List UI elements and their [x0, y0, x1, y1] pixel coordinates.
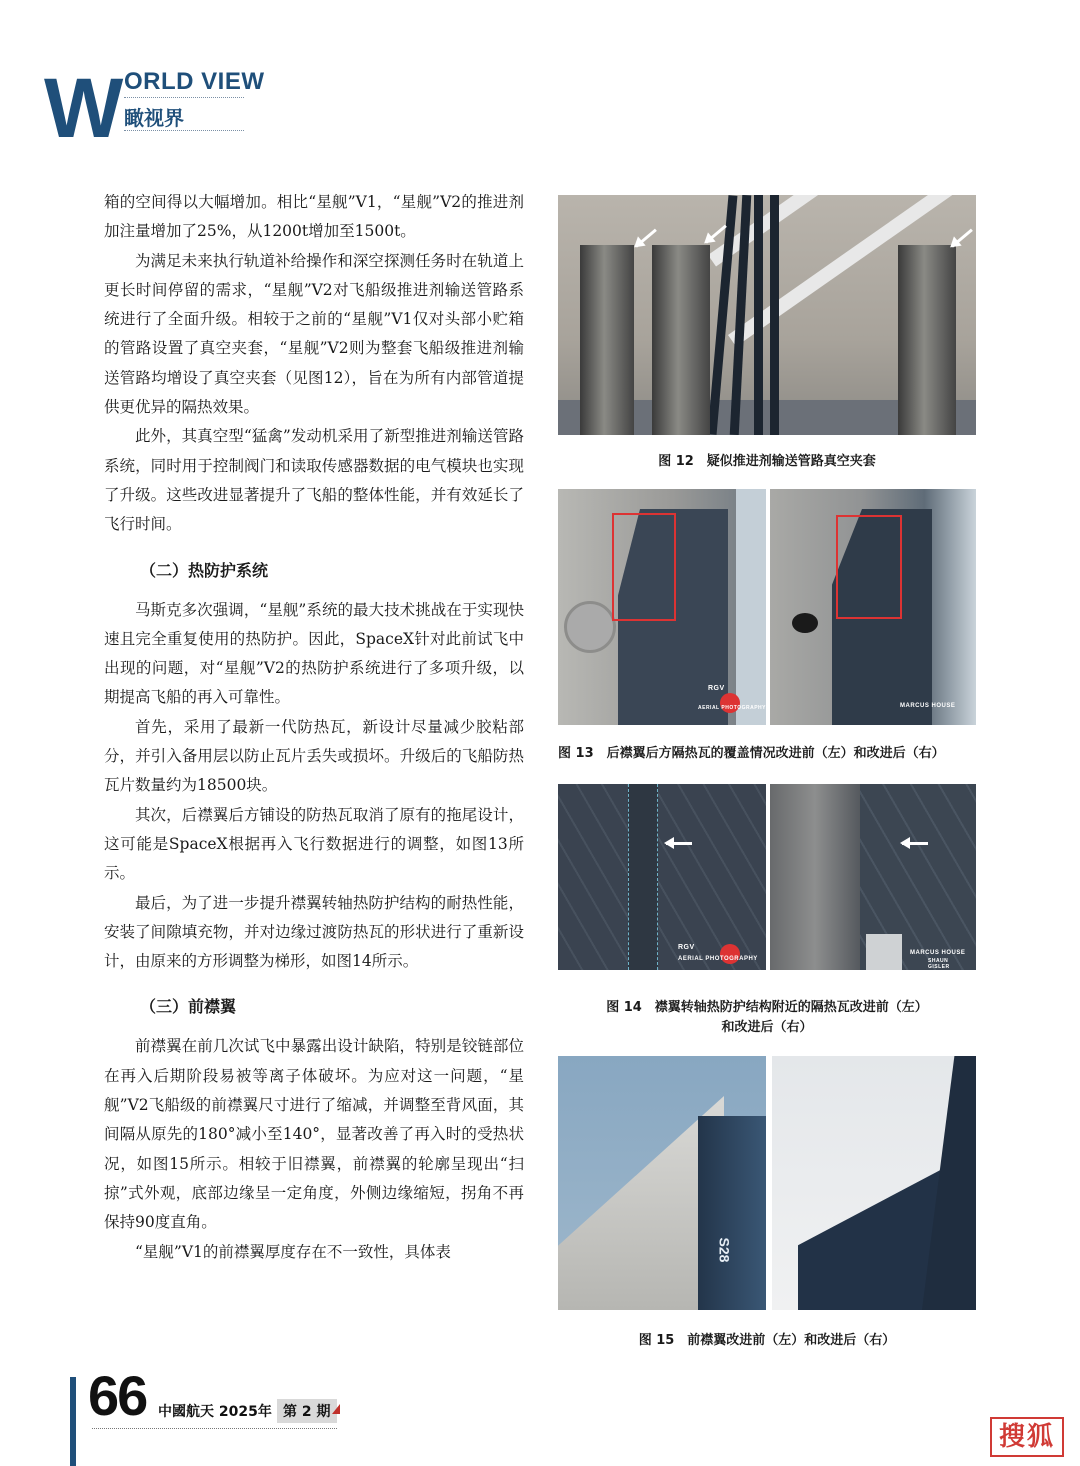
- pointer-arrow-icon: [951, 229, 973, 248]
- issue-badge: 第 2 期: [277, 1399, 337, 1423]
- footer-triangle-icon: [332, 1404, 340, 1414]
- watermark-marcus-house: MARCUS HOUSE: [910, 950, 966, 956]
- paragraph: 箱的空间得以大幅增加。相比“星舰”V1，“星舰”V2的推进剂加注量增加了25%，从1200t增加至1500t。: [104, 193, 524, 241]
- engine-bay-hole: [792, 613, 818, 633]
- figure-12-caption: 图 12 疑似推进剂输送管路真空夹套: [658, 454, 876, 469]
- sky: [736, 489, 766, 725]
- footer-divider: [92, 1428, 337, 1429]
- white-tile-patch: [866, 934, 902, 970]
- vacuum-jacket-pipe: [652, 245, 710, 435]
- figure-15-caption: 图 15 前襟翼改进前（左）和改进后（右）: [638, 1333, 896, 1348]
- watermark-shaun: SHAUN: [928, 958, 949, 964]
- figure-14-photo-right: [770, 784, 976, 970]
- section-heading: （二）热防护系统: [140, 560, 269, 580]
- header-divider: [124, 97, 244, 98]
- figure-14-caption-line1: 图 14 襟翼转轴热防护结构附近的隔热瓦改进前（左）: [606, 1000, 928, 1015]
- paragraph: 马斯克多次强调，“星舰”系统的最大技术挑战在于实现快速且完全重复使用的热防护。因此，SpaceX针对此前试飞中出现的问题，对“星舰”V2的热防护系统进行了多项升级，以期提高飞船的再入可靠性。: [104, 600, 524, 707]
- highlight-box: [836, 515, 902, 619]
- cable: [754, 195, 763, 435]
- pointer-arrow-icon: [902, 842, 928, 845]
- watermark-rgv-caption: AERIAL PHOTOGRAPHY: [678, 956, 758, 962]
- watermark-marcus-house: MARCUS HOUSE: [900, 703, 956, 709]
- sohu-seal-stamp: 搜狐: [990, 1417, 1064, 1457]
- paragraph: 为满足未来执行轨道补给操作和深空探测任务时在轨道上更长时间停留的需求，“星舰”V2对飞船级推进剂输送管路系统进行了全面升级。相较于之前的“星舰”V1仅对头部小贮箱的管路设置了真空夹套，“星舰”V2则为整套飞船级推进剂输送管路均增设了真空夹套（见图12），旨在为所有内部管道提供更优异的隔热效果。: [104, 251, 524, 417]
- section-title-zh: 瞰视界: [124, 106, 184, 130]
- pointer-arrow-icon: [666, 842, 692, 845]
- highlight-box: [612, 513, 676, 621]
- gap-filler-strip: [628, 784, 658, 970]
- footer-accent-bar: [70, 1377, 76, 1466]
- watermark-rgv: RGV: [678, 944, 695, 951]
- paragraph: 首先，采用了最新一代防热瓦，新设计尽量减少胶粘部分，并引入备用层以防止瓦片丢失或损坏。升级后的飞船防热瓦片数量约为18500块。: [104, 717, 524, 795]
- vacuum-jacket-pipe: [898, 245, 956, 435]
- figure-14-caption-line2: 和改进后（右）: [721, 1020, 813, 1035]
- paragraph: “星舰”V1的前襟翼厚度存在不一致性，具体表: [135, 1242, 451, 1261]
- vacuum-jacket-pipe: [580, 245, 634, 435]
- engine-bay-ring: [564, 601, 616, 653]
- logo-letter-w: W: [44, 61, 122, 155]
- figure-13-caption: 图 13 后襟翼后方隔热瓦的覆盖情况改进前（左）和改进后（右）: [558, 746, 945, 761]
- watermark-gisler: GISLER: [928, 964, 950, 970]
- watermark-rgv-caption: AERIAL PHOTOGRAPHY: [698, 705, 766, 711]
- figure-13-photo-left: [558, 489, 766, 725]
- magazine-title: 中國航天 2025年: [158, 1404, 272, 1420]
- section-heading: （三）前襟翼: [140, 997, 237, 1017]
- figure-15-photo-left: [558, 1056, 766, 1310]
- steel-skin: [770, 784, 860, 970]
- s28-label: S28: [716, 1237, 733, 1263]
- paragraph: 此外，其真空型“猛禽”发动机采用了新型推进剂输送管路系统，同时用于控制阀门和读取传感器数据的电气模块也实现了升级。这些改进显著提升了飞船的整体性能，并有效延长了飞行时间。: [104, 427, 524, 534]
- paragraph: 前襟翼在前几次试飞中暴露出设计缺陷，特别是铰链部位在再入后期阶段易被等离子体破坏。为应对这一问题，“星舰”V2飞船级的前襟翼尺寸进行了缩减，并调整至背风面，其间隔从原先的180°减小至140°，显著改善了再入时的受热状况，如图15所示。相较于旧襟翼，前襟翼的轮廓呈现出“扫掠”式外观，底部边缘呈一定角度，外侧边缘缩短，拐角不再保持90度直角。: [104, 1037, 524, 1232]
- page-number: 66: [88, 1364, 147, 1427]
- cable: [770, 195, 779, 435]
- figure-15-photo-right: [772, 1056, 976, 1310]
- paragraph: 最后，为了进一步提升襟翼转轴热防护结构的耐热性能，安装了间隙填充物，并对边缘过渡防热瓦的形状进行了重新设计，由原来的方形调整为梯形，如图14所示。: [104, 893, 524, 971]
- section-title-en: ORLD VIEW: [124, 68, 265, 95]
- paragraph: 其次，后襟翼后方铺设的防热瓦取消了原有的拖尾设计，这可能是SpaceX根据再入飞行数据进行的调整，如图13所示。: [104, 805, 524, 883]
- watermark-rgv: RGV: [708, 685, 725, 692]
- article-body: [104, 188, 524, 1267]
- figure-12-photo: [558, 195, 976, 435]
- ship-hull: [698, 1116, 766, 1310]
- figure-13-photo-right: [770, 489, 976, 725]
- header-divider: [124, 130, 244, 131]
- figure-14-photo-left: [558, 784, 766, 970]
